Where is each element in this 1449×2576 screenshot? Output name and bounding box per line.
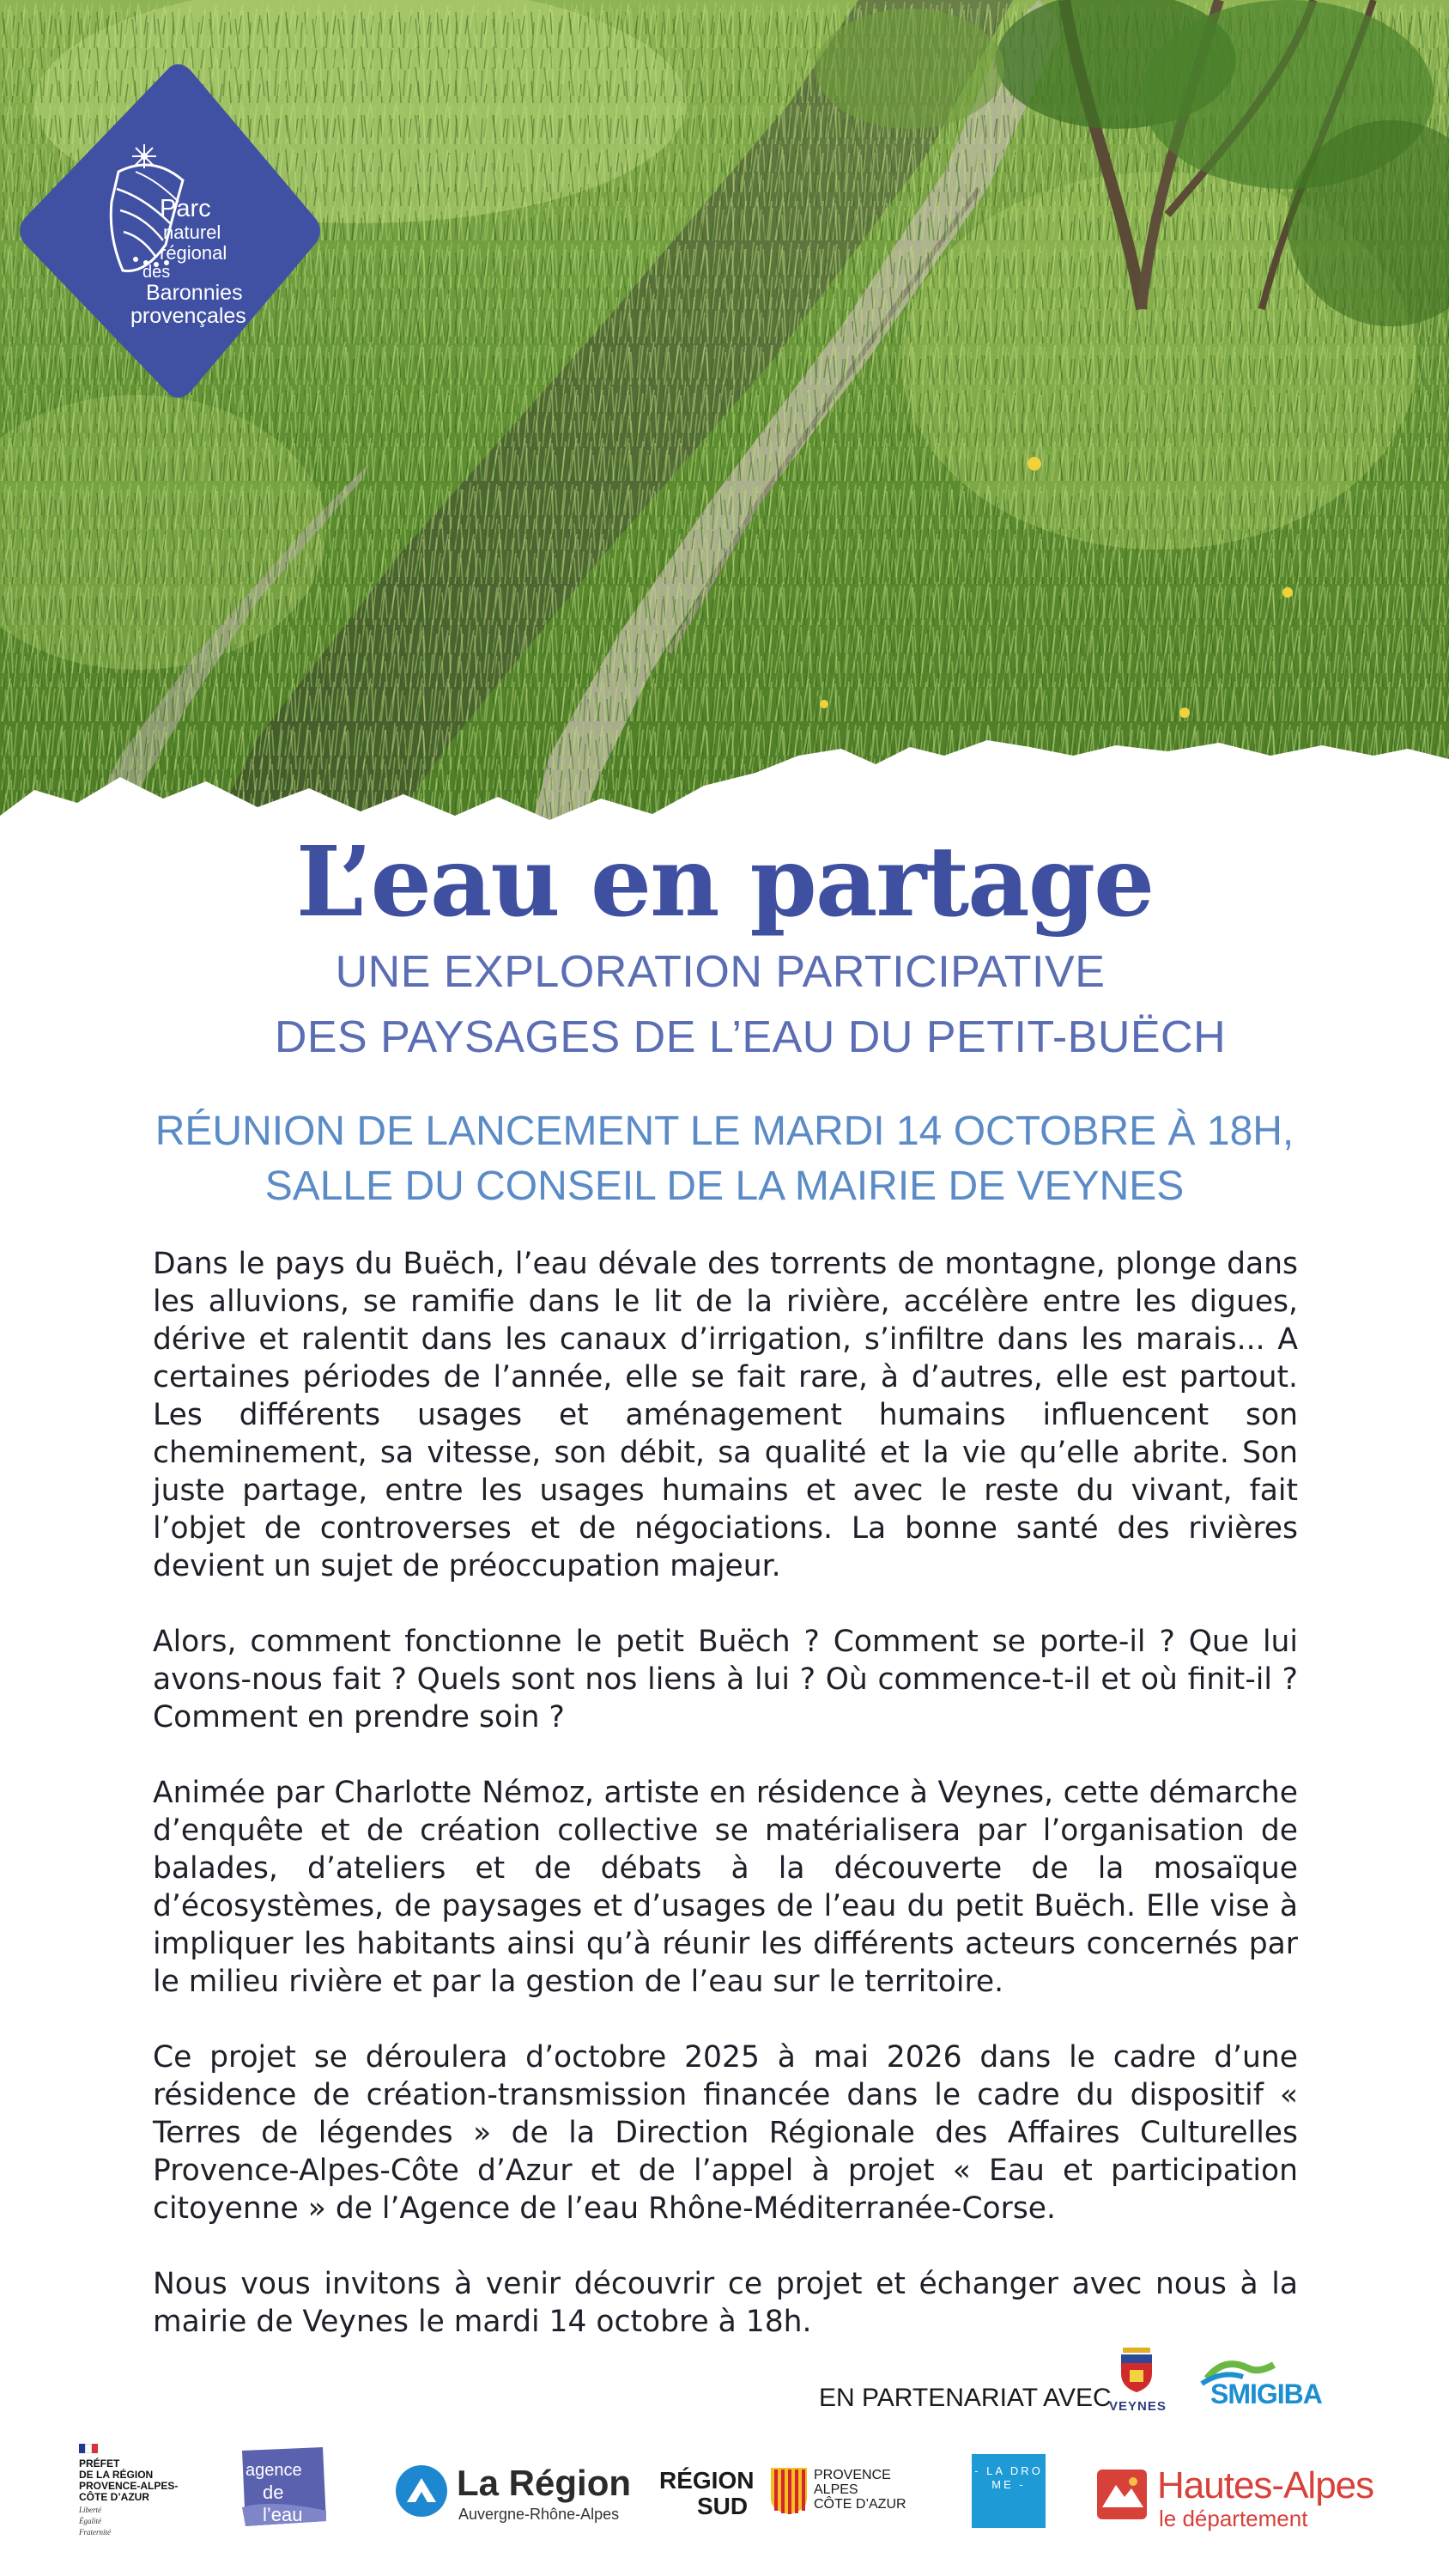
paragraph-artist: Animée par Charlotte Némoz, artiste en résidence à Veynes, cette démarche d’enquête et de création collective se matérialisera par l’organisation de balades, d’ateliers et de débats à la découverte de la mosaïque d’écosystèmes, de paysages et d’usages de l’eau du petit Buëch. Elle vise à impliquer les habitants ainsi qu’à réunir les différents acteurs concernés par le milieu rivière et par la gestion de l’eau sur le territoire. (153, 1776, 1298, 1999)
veynes-crest-icon (1109, 2344, 1164, 2396)
region-sud-small (814, 2468, 906, 2512)
park-line: régional (160, 242, 227, 264)
region-sud-line: SUD (697, 2493, 749, 2519)
agence-line: de l’eau (263, 2482, 303, 2525)
region-sud-shield-icon (769, 2466, 809, 2516)
paragraph-invitation: Nous vous invitons à venir découvrir ce projet et échanger avec nous à la mairie de Veynes le mardi 14 octobre à 18h. (153, 2267, 1298, 2339)
partner-logos (0, 2439, 1449, 2550)
veynes-label: VEYNES (1109, 2399, 1167, 2414)
region-sud-logo (659, 2464, 917, 2533)
paragraph-funding: Ce projet se déroulera d’octobre 2025 à mai 2026 dans le cadre d’une résidence de création-transmission financée dans le cadre du dispositif « Terres de légendes » de la Direction Régionale des Affaires Culturelles Provence-Alpes-Côte d’Azur et de l’appel à projet « Eau et participation citoyenne » de l’Agence de l’eau Rhône-Méditerranée-Corse. (153, 2040, 1298, 2226)
hautes-alpes-subtitle: le département (1159, 2506, 1308, 2531)
agence-eau-logo (237, 2447, 328, 2528)
prefet-logo (79, 2444, 199, 2537)
prefet-line: CÔTE D’AZUR (79, 2491, 149, 2503)
subtitle-line-2: DES PAYSAGES DE L’EAU DU PETIT-BUËCH (274, 1012, 1227, 1062)
partnership-label: EN PARTENARIAT AVEC (819, 2384, 1112, 2412)
la-drome-logo (972, 2454, 1046, 2528)
smigiba-logo (1198, 2353, 1344, 2418)
french-flag-icon (79, 2444, 98, 2453)
hautes-alpes-icon (1095, 2468, 1149, 2521)
drome-label: - LA DRO ME - (974, 2464, 1043, 2491)
body-text (153, 1245, 1298, 2379)
region-sud-title (659, 2468, 754, 2519)
region-ara-title: La Région (457, 2463, 632, 2503)
meeting-line-2: SALLE DU CONSEIL DE LA MAIRIE DE VEYNES (264, 1163, 1185, 1209)
paragraph-questions: Alors, comment fonctionne le petit Buëch ? Comment se porte-il ? Que lui avons-nous fait ? Quels sont nos liens à lui ? Où commence-t-il et où finit-il ? Comment en prendre soin ? (153, 1625, 1298, 1735)
prefet-line: PRÉFET (79, 2458, 120, 2470)
region-sud-small-line: PROVENCE (814, 2468, 891, 2482)
prefet-motto: Égalité (79, 2517, 101, 2525)
prefet-line: PROVENCE-ALPES- (79, 2480, 179, 2492)
hautes-alpes-title: Hautes-Alpes (1157, 2464, 1374, 2506)
page-title: L’eau en partage (295, 826, 1154, 939)
veynes-logo (1109, 2344, 1167, 2414)
smigiba-label: SMIGIBA (1210, 2379, 1322, 2409)
prefet-motto: Fraternité (79, 2528, 111, 2537)
park-logo (15, 60, 324, 402)
park-name (130, 195, 288, 329)
prefet-line: DE LA RÉGION (79, 2469, 154, 2481)
hautes-alpes-logo (1095, 2464, 1387, 2537)
region-sud-line: RÉGION (659, 2467, 755, 2494)
subtitle-line-1: UNE EXPLORATION PARTICIPATIVE (335, 947, 1106, 997)
park-line: Parc (160, 195, 211, 222)
meeting-line-1: RÉUNION DE LANCEMENT LE MARDI 14 OCTOBRE À 18H, (155, 1109, 1294, 1154)
region-ara-subtitle: Auvergne-Rhône-Alpes (458, 2506, 620, 2523)
agence-line: agence (246, 2461, 302, 2480)
park-line: naturel (163, 222, 221, 244)
paragraph-intro: Dans le pays du Buëch, l’eau dévale des torrents de montagne, plonge dans les alluvions, se ramifie dans le lit de la rivière, accélère entre les digues, dérive et ralentit dans les canaux d’irrigation, s’infiltre dans les marais... A certaines périodes de l’année, elle se fait rare, à d’autres, elle est partout. Les différents usages et aménagement humains influencent son cheminement, sa vitesse, son débit, sa qualité et la vie qu’elle abrite. Son juste partage, entre les usages humains et avec le reste du vivant, fait l’objet de controverses et de négociations. La bonne santé des rivières devient un sujet de préoccupation majeur. (153, 1247, 1298, 1583)
region-ara-logo (395, 2464, 652, 2533)
park-line: provençales (130, 304, 246, 329)
park-line: des (142, 262, 171, 282)
region-ara-icon (395, 2464, 448, 2518)
prefet-motto: Liberté (79, 2506, 101, 2514)
region-sud-small-line: CÔTE D’AZUR (814, 2497, 906, 2512)
park-line: Baronnies (146, 281, 243, 306)
region-sud-small-line: ALPES (814, 2482, 858, 2497)
